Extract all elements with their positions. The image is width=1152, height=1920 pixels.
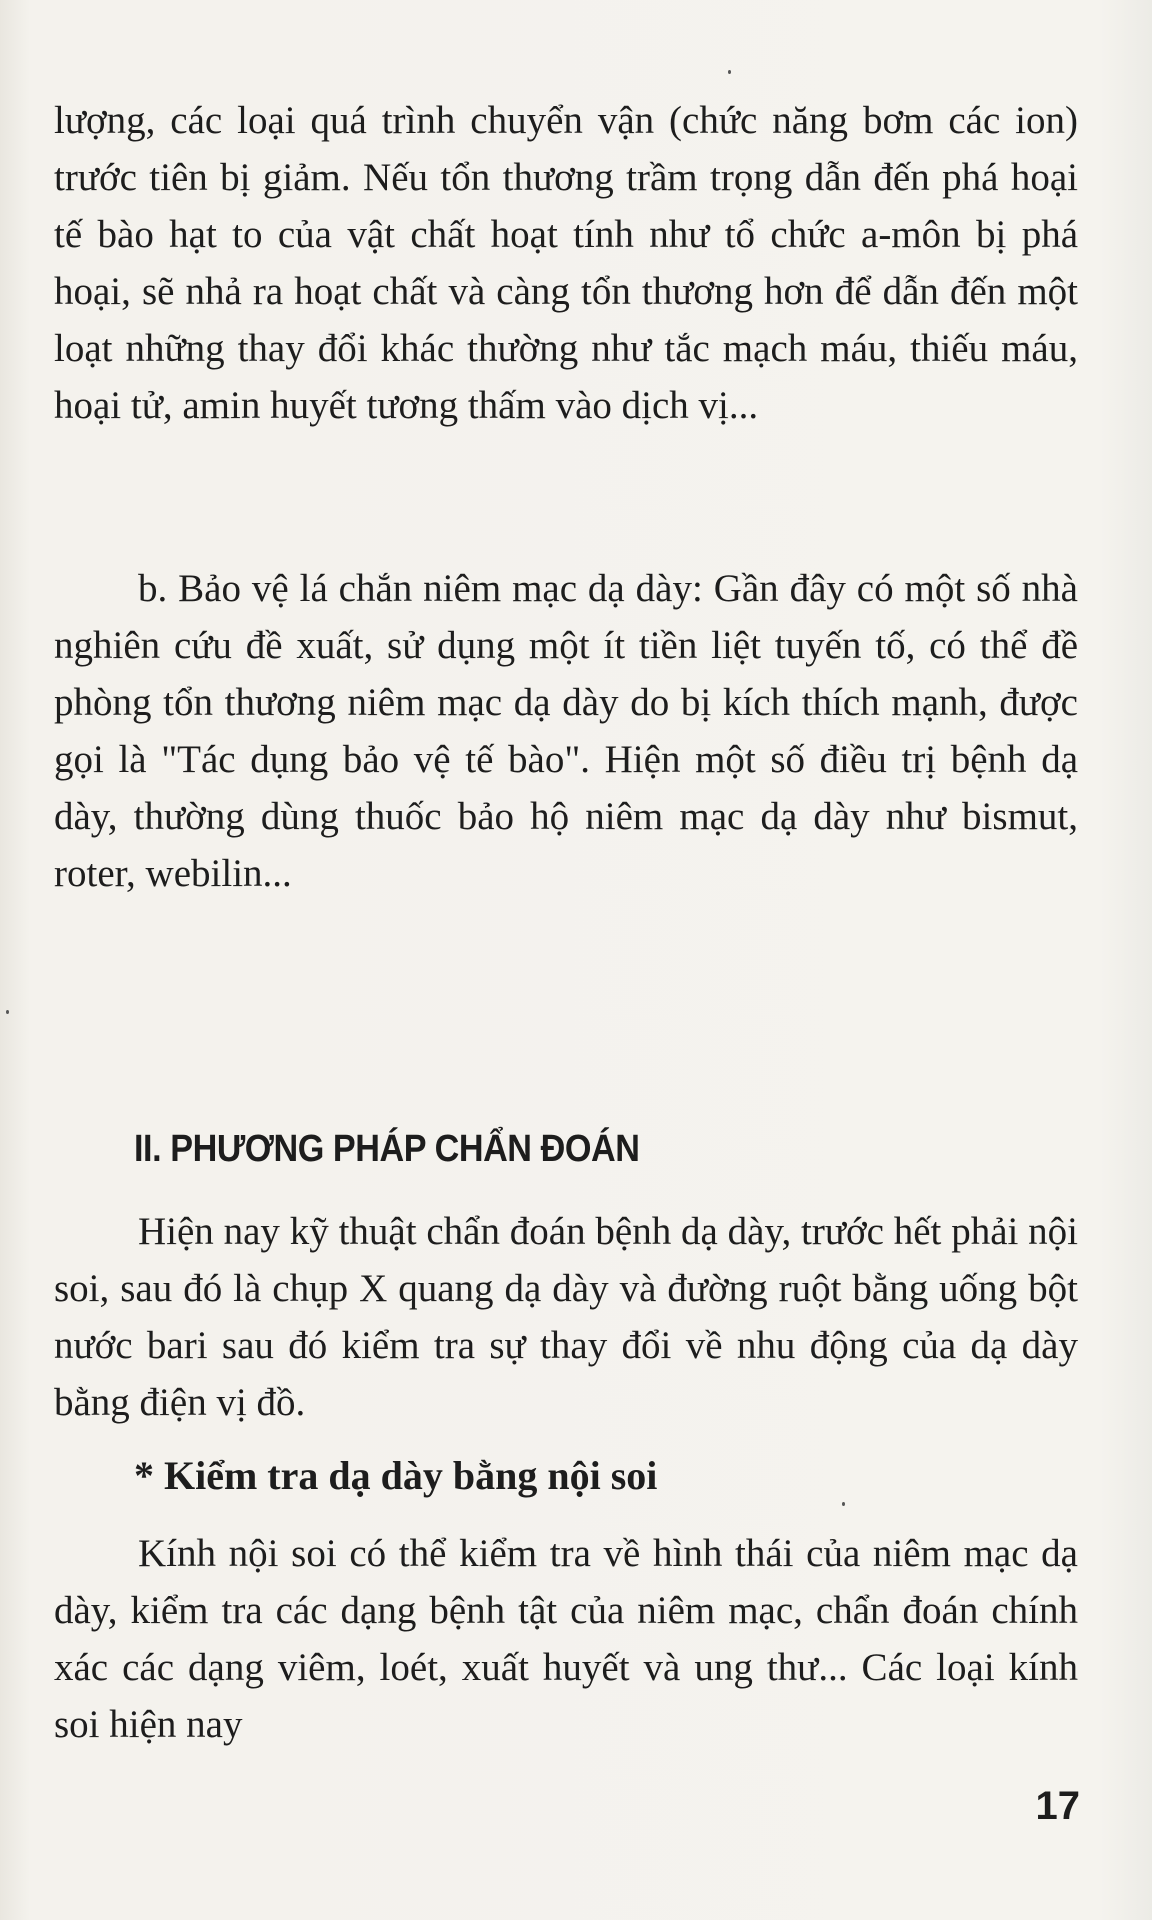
- page-number: 17: [1035, 1784, 1080, 1828]
- paragraph-text: Hiện nay kỹ thuật chẩn đoán bệnh dạ dày, trước hết phải nội soi, sau đó là chụp X quang dạ dày và đường ruột bằng uống bột nước bari sau đó kiểm tra sự thay đổi về nhu động của dạ dày bằng điện vị đồ.: [54, 1210, 1078, 1424]
- print-speck: [6, 1010, 9, 1014]
- print-speck: [842, 1502, 845, 1506]
- paragraph-continued: [54, 92, 1078, 434]
- paragraph-text: b. Bảo vệ lá chắn niêm mạc dạ dày: Gần đây có một số nhà nghiên cứu đề xuất, sử dụng một ít tiền liệt tuyến tố, có thể đề phòng tổn thương niêm mạc dạ dày do bị kích thích mạnh, được gọi là "Tác dụng bảo vệ tế bào". Hiện một số điều trị bệnh dạ dày, thường dùng thuốc bảo hộ niêm mạc dạ dày như bismut, roter, webilin...: [54, 567, 1078, 895]
- paragraph-text: Kính nội soi có thể kiểm tra về hình thái của niêm mạc dạ dày, kiểm tra các dạng bệnh tật của niêm mạc, chẩn đoán chính xác các dạng viêm, loét, xuất huyết và ung thư... Các loại kính soi hiện nay: [54, 1532, 1078, 1746]
- paragraph-diagnosis-intro: [54, 1203, 1078, 1431]
- paragraph-gastric-mucosa-protection: [54, 560, 1078, 902]
- section-heading: II. PHƯƠNG PHÁP CHẨN ĐOÁN: [134, 1128, 640, 1170]
- paragraph-endoscopy: [54, 1525, 1078, 1753]
- print-speck: [728, 70, 731, 74]
- subsection-heading: * Kiểm tra dạ dày bằng nội soi: [134, 1453, 658, 1498]
- paragraph-text: lượng, các loại quá trình chuyển vận (chức năng bơm các ion) trước tiên bị giảm. Nếu tổn thương trầm trọng dẫn đến phá hoại tế bào hạt to của vật chất hoạt tính như tổ chức a-môn bị phá hoại, sẽ nhả ra hoạt chất và càng tổn thương hơn để dẫn đến một loạt những thay đổi khác thường như tắc mạch máu, thiếu máu, hoại tử, amin huyết tương thấm vào dịch vị...: [54, 99, 1078, 427]
